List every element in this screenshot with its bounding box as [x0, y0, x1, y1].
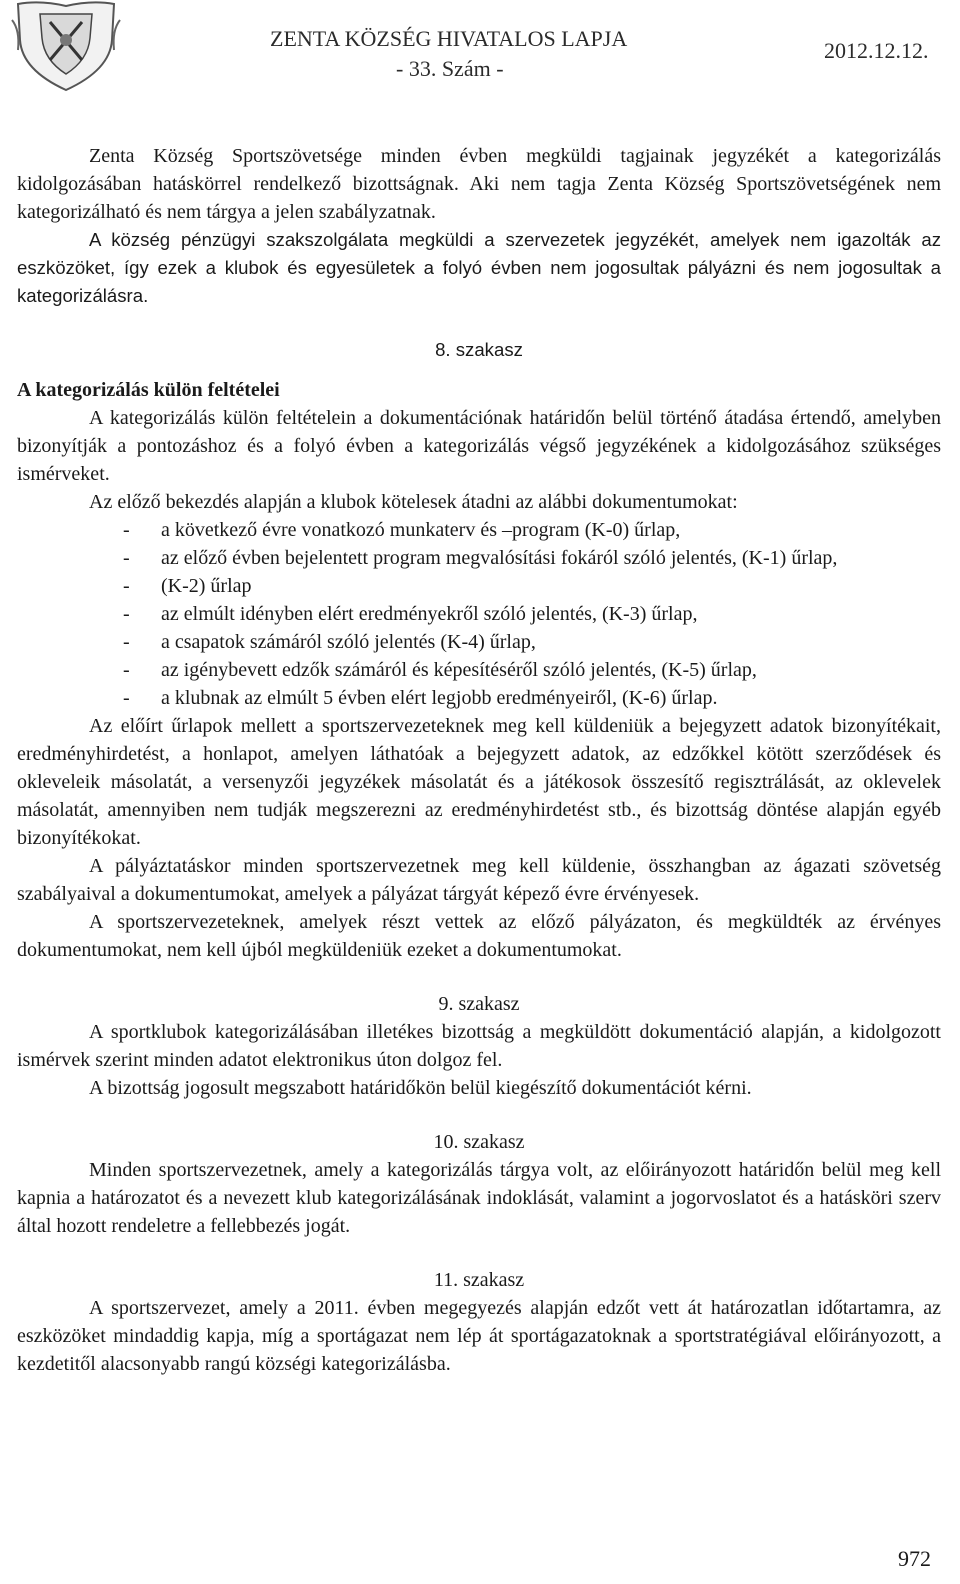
section-heading: 11. szakasz — [433, 1269, 525, 1291]
list-item-text: (K-2) űrlap — [161, 575, 252, 597]
paragraph: Minden sportszervezetnek, amely a kategorizálás tárgya volt, az előirányozott határidőn belül meg kell kapnia a határozatot és a nevezett klub kategorizálásának indoklását, valamint a jogorvoslatot és a hatásköri szerv által hozott rendeletre a fellebbezés jogát. — [17, 1159, 941, 1237]
page-number: 972 — [898, 1546, 931, 1571]
page-body — [17, 142, 941, 1378]
list-item — [17, 684, 941, 712]
list-dash: - — [123, 687, 130, 709]
paragraph: A község pénzügyi szakszolgálata megküldi a szervezetek jegyzékét, amelyek nem igazolták az eszközöket, így ezek a klubok és egyesületek a folyó évben nem jogosultak pályázni és nem jogosultak a kategorizálásra. — [17, 229, 941, 306]
list-item-text: az igénybevett edzők számáról és képesítéséről szóló jelentés, (K-5) űrlap, — [161, 659, 757, 681]
list-dash: - — [123, 519, 130, 541]
municipal-crest-icon — [10, 0, 122, 92]
paragraph: A sportklubok kategorizálásában illetékes bizottság a megküldött dokumentáció alapján, a kidolgozott ismérvek szerint minden adatot elektronikus úton dolgoz fel. — [17, 1021, 941, 1071]
list-item — [17, 544, 941, 572]
section-subtitle: A kategorizálás külön feltételei — [17, 379, 280, 401]
paragraph: A kategorizálás külön feltételein a dokumentációnak határidőn belül történő átadása értendő, amelyben bizonyítják a pontozáshoz és a folyó évben a kategorizálás végső jegyzékének a kidolgozásához szükséges ismérveket. — [17, 407, 941, 485]
journal-title: ZENTA KÖZSÉG HIVATALOS LAPJA — [270, 26, 628, 51]
list-dash: - — [123, 603, 130, 625]
list-item — [17, 656, 941, 684]
list-dash: - — [123, 631, 130, 653]
list-item-text: az előző évben bejelentett program megvalósítási fokáról szóló jelentés, (K-1) űrlap, — [161, 547, 838, 569]
list-item — [17, 572, 941, 600]
issue-number: - 33. Szám - — [396, 56, 504, 81]
section-heading: 8. szakasz — [435, 339, 523, 360]
list-item-text: az elmúlt idényben elért eredményekről szóló jelentés, (K-3) űrlap, — [161, 603, 698, 625]
list-item — [17, 600, 941, 628]
document-list — [17, 516, 941, 712]
paragraph: A pályáztatáskor minden sportszervezetnek meg kell küldenie, összhangban az ágazati szövetség szabályaival a dokumentumokat, amelyek a pályázat tárgyát képező évre érvényesek. — [17, 855, 941, 905]
list-dash: - — [123, 547, 130, 569]
list-item-text: a következő évre vonatkozó munkaterv és –program (K-0) űrlap, — [161, 519, 681, 541]
list-item — [17, 516, 941, 544]
issue-date: 2012.12.12. — [824, 38, 929, 63]
paragraph: Az előző bekezdés alapján a klubok kötelesek átadni az alábbi dokumentumokat: — [89, 491, 738, 513]
paragraph: A sportszervezeteknek, amelyek részt vettek az előző pályázaton, és megküldték az érvényes dokumentumokat, nem kell újból megküldeniük ezeket a dokumentumokat. — [17, 911, 941, 961]
list-dash: - — [123, 659, 130, 681]
paragraph: A sportszervezet, amely a 2011. évben megegyezés alapján edzőt vett át határozatlan időtartamra, az eszközöket mindaddig kapja, míg a sportágazat nem lép át sportágazatoknak a sportstratégiával előirányozott, a kezdetitől alacsonyabb rangú községi kategorizálásba. — [17, 1297, 941, 1375]
list-item-text: a csapatok számáról szóló jelentés (K-4) űrlap, — [161, 631, 536, 653]
list-dash: - — [123, 575, 130, 597]
section-heading: 10. szakasz — [433, 1131, 525, 1153]
section-heading: 9. szakasz — [438, 993, 520, 1015]
paragraph: A bizottság jogosult megszabott határidőkön belül kiegészítő dokumentációt kérni. — [89, 1077, 752, 1099]
paragraph: Zenta Község Sportszövetsége minden évben megküldi tagjainak jegyzékét a kategorizálás kidolgozásában hatáskörrel rendelkező bizottságnak. Aki nem tagja Zenta Község Sportszövetségének nem kategorizálható és nem tárgya a jelen szabályzatnak. — [17, 145, 941, 223]
list-item-text: a klubnak az elmúlt 5 évben elért legjobb eredményeiről, (K-6) űrlap. — [161, 687, 718, 709]
paragraph: Az előírt űrlapok mellett a sportszervezeteknek meg kell küldeniük a bejegyzett adatok bizonyítékait, eredményhirdetést, a honlapot, amelyen láthatóak a bejegyzett adatok, az edzőkkel kötött szerződések és okleveleik másolatát, a versenyzői jegyzékek másolatát és a játékosok összesítő regisztrálását, az oklevelek másolatát, amennyiben nem tudják megszerezni az eredményhirdetést stb., és bizottság döntése alapján egyéb bizonyítékokat. — [17, 715, 941, 849]
list-item — [17, 628, 941, 656]
